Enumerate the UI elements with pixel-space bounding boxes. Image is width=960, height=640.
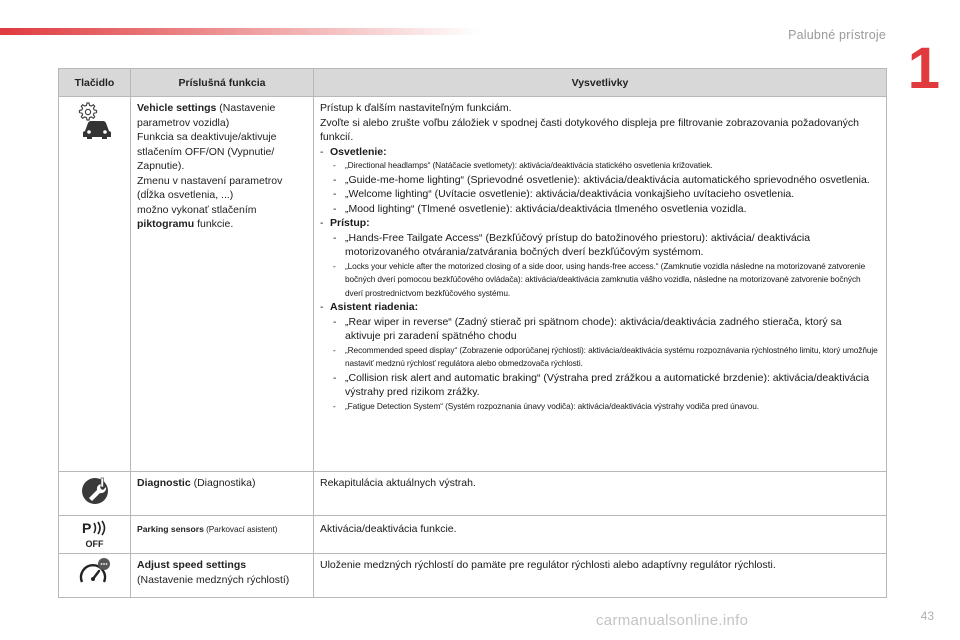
function-cell: [131, 97, 314, 472]
table-row: [59, 472, 887, 516]
icon-cell: [59, 97, 131, 472]
list-item: - „Welcome lighting“ (Uvítacie osvetlenie): aktivácia/deaktivácia vonkajšieho uvítacieho osvetlenia.: [333, 188, 795, 200]
column-header: Vysvetlivky: [314, 69, 887, 97]
header-accent-bar: [0, 28, 480, 35]
table-row: [59, 554, 887, 598]
function-description: Funkcia sa deaktivuje/aktivuje stlačením OFF/ON (Vypnutie/ Zapnutie).: [137, 131, 277, 172]
function-subtitle: (Nastavenie parametrov vozidla): [137, 102, 276, 129]
function-description: funkcie.: [194, 218, 234, 230]
table-row: [59, 97, 887, 472]
function-subtitle: (Diagnostika): [190, 477, 256, 489]
list-item: - „Recommended speed display“ (Zobrazenie odporúčanej rýchlosti): aktivácia/deaktivácia systému rozpoznávania rýchlostného limitu, ktorý umožňuje nastaviť medznú rýchlosť regulátora alebo obmedzovača rýchlosti.: [333, 344, 878, 368]
diagnostic-wrench-icon: [80, 476, 110, 506]
section-title: Palubné prístroje: [788, 28, 886, 42]
function-cell: [131, 472, 314, 516]
explanation-text: Rekapitulácia aktuálnych výstrah.: [320, 477, 476, 489]
explanation-intro: Prístup k ďalším nastaviteľným funkciám.: [320, 102, 512, 114]
function-description: možno vykonať stlačením: [137, 203, 257, 216]
function-subtitle: (Nastavenie medzných rýchlostí): [137, 573, 290, 586]
list-item: - „Locks your vehicle after the motorized closing of a side door, using hands-free access.“ (Zamknutie vozidla následne na motorizované zatvorenie bočných dverí pomocou bezkľúčového ovládača): aktivácia/deaktivácia zamknutia vášho vozidla, následne na motorizované zatvorenie bočných dverí prostredníctvom bezkľúčového systému.: [333, 260, 866, 298]
svg-text:P: P: [81, 519, 91, 536]
column-header: Príslušná funkcia: [131, 69, 314, 97]
icon-cell: [59, 554, 131, 598]
watermark: carmanualsonline.info: [596, 612, 749, 629]
explanation-text: Aktivácia/deaktivácia funkcie.: [320, 522, 457, 535]
function-subtitle: (Parkovací asistent): [203, 523, 278, 534]
explanation-text: Uloženie medzných rýchlostí do pamäte pre regulátor rýchlosti alebo adaptívny regulátor rýchlosti.: [320, 559, 776, 571]
column-header: Tlačidlo: [59, 69, 131, 97]
page-number: 43: [920, 609, 934, 623]
table-row: [59, 515, 887, 554]
list-item: - „Fatigue Detection System“ (Systém rozpoznania únavy vodiča): aktivácia/deaktivácia výstrahy vodiča pred únavou.: [333, 400, 759, 411]
icon-cell: [59, 515, 131, 554]
function-description: Zmenu v nastavení parametrov (dĺžka osvetlenia, ...): [137, 174, 283, 201]
function-keyword: piktogramu: [137, 218, 195, 230]
group-heading: - Prístup:: [320, 217, 370, 229]
table-header-row: [59, 69, 887, 97]
list-item: - „Collision risk alert and automatic braking“ (Výstraha pred zrážkou a automatické brzdenie): aktivácia/deaktivácia výstrahy pred rizikom zrážky.: [333, 371, 870, 398]
list-item: - „Rear wiper in reverse“ (Zadný stierač pri spätnom chode): aktivácia/deaktivácia zadného stierača, ktorý sa aktivuje pri zaradení spätného chodu: [333, 315, 842, 342]
list-item: - „Hands-Free Tailgate Access“ (Bezkľúčový prístup do batožinového priestoru): aktivácia/ deaktivácia motorizovaného otvárania/zatvárania bočných dverí bezkľúčovým systémom.: [333, 231, 811, 258]
function-name: Diagnostic: [137, 477, 191, 489]
speed-gauge-icon: [78, 558, 112, 588]
car-settings-gear-icon: [75, 101, 115, 139]
function-cell: [131, 554, 314, 598]
group-heading: - Osvetlenie:: [320, 145, 387, 158]
function-cell: [131, 515, 314, 554]
explanation-cell: [314, 554, 887, 598]
functions-table: [58, 68, 887, 598]
function-name: Vehicle settings: [137, 102, 217, 114]
explanation-intro: Zvoľte si alebo zrušte voľbu záložiek v spodnej časti dotykového displeja pre filtrovanie zobrazovania požadovaných funkcií.: [320, 116, 860, 143]
explanation-cell: [314, 97, 887, 472]
parking-sensors-icon: [81, 520, 109, 536]
function-name: Parking sensors: [137, 523, 204, 534]
explanation-cell: [314, 515, 887, 554]
explanation-cell: [314, 472, 887, 516]
group-heading: - Asistent riadenia:: [320, 301, 419, 313]
list-item: - „Directional headlamps“ (Natáčacie svetlomety): aktivácia/deaktivácia statického osvetlenia križovatiek.: [333, 160, 713, 170]
list-item: - „Guide-me-home lighting“ (Sprievodné osvetlenie): aktivácia/deaktivácia automatického sprievodného osvetlenia.: [333, 173, 870, 186]
off-label: OFF: [85, 539, 104, 549]
list-item: - „Mood lighting“ (Tlmené osvetlenie): aktivácia/deaktivácia tlmeného osvetlenia vozidla.: [333, 202, 747, 215]
icon-cell: [59, 472, 131, 516]
function-name: Adjust speed settings: [137, 559, 247, 571]
chapter-number: 1: [907, 36, 940, 101]
